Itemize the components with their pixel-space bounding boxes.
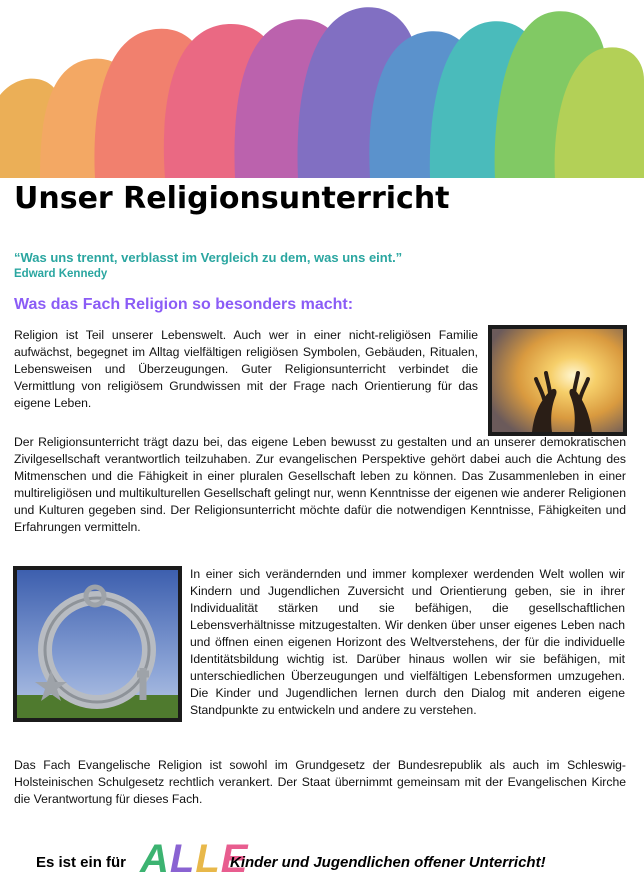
paragraph-orientation: In einer sich verändernden und immer komplexer werdenden Welt wollen wir Kindern und Jugendlichen Zuversicht und Orientierung geben, sie in ihrer Individualität stärken und sie befähigen, die gesellschaftlichen Lebensverhältnisse mitzugestalten. Wir denken über unser eigenes Leben nach und öffnen einen eigenen Horizont des Weltverstehens, der für die individuelle Identitätsbildung wichtig ist. Darüber hinaus wollen wir sie befähigen, mit unterschiedlichen Überzeugungen und vielfältigen Lebensformen umzugehen. Die Kinder und Jugendlichen lernen durch den Dialog mit anderen eigene Standpunkte zu entwickeln und andere zu verstehen. (190, 567, 625, 717)
footer-right-text: Kinder und Jugendlichen offener Unterricht! (230, 854, 546, 871)
paragraph-civic: Der Religionsunterricht trägt dazu bei, das eigene Leben bewusst zu gestalten und an unserer demokratischen Zivilgesellschaft verantwortlich teilzuhaben. Zur evangelischen Perspektive gehört dabei auch die Achtung des Mitmenschen und die Fähigkeit in einer pluralen Gesellschaft leben zu können. Das Zusammenleben in einer multireligiösen und multikulturellen Gesellschaft gelingt nur, wenn Kenntnisse der eigenen wie anderer Religionen und Kulturen gegeben sind. Der Religionsunterricht möchte dafür die notwendigen Kenntnisse, Fähigkeiten und Erfahrungen vermitteln. (14, 435, 626, 534)
alle-letter-1: A (140, 837, 170, 881)
people-silhouettes-banner-icon (0, 0, 644, 178)
page-title (14, 182, 450, 215)
paragraph-legal: Das Fach Evangelische Religion ist sowohl im Grundgesetz der Bundesrepublik als auch im Schleswig-Holsteinischen Schulgesetz rechtlich verankert. Der Staat übernimmt gemeinsam mit der Evangelischen Kirche die Verantwortung für dieses Fach. (14, 758, 626, 806)
alle-letter-4: E (220, 837, 249, 881)
religious-symbols-ring-image-icon (13, 566, 182, 722)
section-heading: Was das Fach Religion so besonders macht: (14, 296, 354, 313)
footer-left-text: Es ist ein für (36, 854, 127, 871)
footer-slogan (0, 835, 644, 885)
page-title-text: Unser Religionsunterricht (14, 181, 450, 216)
paragraph-intro: Religion ist Teil unserer Lebenswelt. Auch wer in einer nicht-religiösen Familie aufwächst, begegnet im Alltag vielfältigen religiösen Symbolen, Gebäuden, Ritualen, Lebensweisen und Überzeugungen. Guter Religionsunterricht verbindet die Vermittlung von religiösem Grundwissen mit der Frage nach Orientierung für das eigene Leben. (14, 328, 478, 410)
praying-hands-sunset-image-icon (488, 325, 627, 436)
quote: “Was uns trennt, verblasst im Vergleich zu dem, was uns eint.” (14, 250, 403, 265)
quote-author: Edward Kennedy (14, 268, 108, 280)
alle-letter-2: L (169, 837, 196, 881)
alle-letter-3: L (195, 837, 221, 881)
